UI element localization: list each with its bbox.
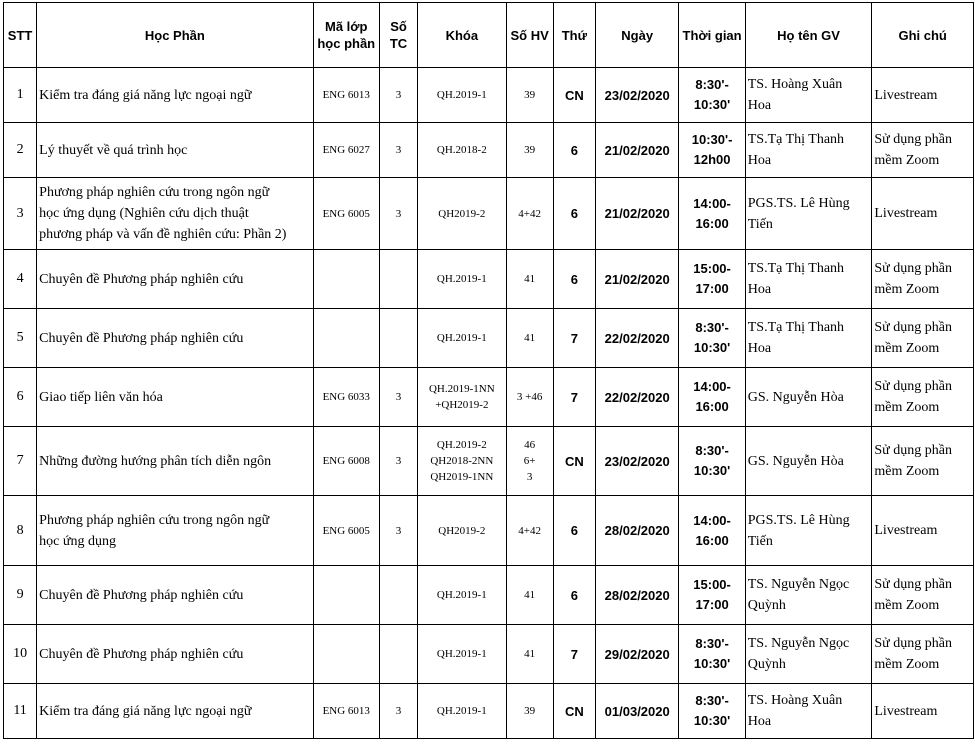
- cell-khoa: QH.2018-2: [418, 123, 506, 178]
- table-row: [4, 68, 974, 123]
- table-row: [4, 496, 974, 566]
- cell-thu: 6: [553, 123, 595, 178]
- cell-ngay: 22/02/2020: [595, 309, 678, 368]
- cell-ma-lop: ENG 6013: [313, 684, 379, 739]
- cell-stt: 8: [4, 496, 37, 566]
- cell-stt: 9: [4, 566, 37, 625]
- cell-so-hv: 4+42: [506, 178, 553, 250]
- cell-so-tc: 3: [379, 427, 417, 496]
- header-thoi-gian: Thời gian: [679, 3, 745, 68]
- cell-giang-vien: TS. Nguyễn Ngọc Quỳnh: [745, 566, 872, 625]
- cell-thoi-gian: 8:30'- 10:30': [679, 684, 745, 739]
- cell-ghi-chu: Sử dụng phần mềm Zoom: [872, 427, 974, 496]
- cell-hoc-phan: Lý thuyết về quá trình học: [37, 123, 313, 178]
- cell-thu: CN: [553, 68, 595, 123]
- cell-thoi-gian: 14:00- 16:00: [679, 178, 745, 250]
- cell-hoc-phan: Kiểm tra đáng giá năng lực ngoại ngữ: [37, 684, 313, 739]
- header-so-hv: Số HV: [506, 3, 553, 68]
- cell-so-hv: 39: [506, 684, 553, 739]
- table-row: [4, 625, 974, 684]
- cell-so-tc: 3: [379, 68, 417, 123]
- cell-khoa: QH.2019-1: [418, 68, 506, 123]
- cell-hoc-phan: Kiểm tra đáng giá năng lực ngoại ngữ: [37, 68, 313, 123]
- header-ma-lop: Mã lớp học phần: [313, 3, 379, 68]
- cell-thu: 7: [553, 309, 595, 368]
- cell-so-tc: 3: [379, 178, 417, 250]
- cell-ngay: 23/02/2020: [595, 68, 678, 123]
- cell-giang-vien: TS.Tạ Thị Thanh Hoa: [745, 250, 872, 309]
- cell-stt: 10: [4, 625, 37, 684]
- cell-khoa: QH2019-2: [418, 178, 506, 250]
- cell-ghi-chu: Sử dụng phần mềm Zoom: [872, 309, 974, 368]
- cell-thoi-gian: 8:30'- 10:30': [679, 68, 745, 123]
- cell-thu: CN: [553, 684, 595, 739]
- cell-so-hv: 41: [506, 566, 553, 625]
- cell-thoi-gian: 8:30'- 10:30': [679, 625, 745, 684]
- cell-so-hv: 41: [506, 625, 553, 684]
- cell-ghi-chu: Livestream: [872, 68, 974, 123]
- cell-ghi-chu: Sử dụng phần mềm Zoom: [872, 123, 974, 178]
- cell-so-tc: 3: [379, 684, 417, 739]
- cell-khoa: QH.2019-1: [418, 625, 506, 684]
- cell-thoi-gian: 8:30'- 10:30': [679, 427, 745, 496]
- cell-ghi-chu: Sử dụng phần mềm Zoom: [872, 250, 974, 309]
- cell-so-hv: 3 +46: [506, 368, 553, 427]
- cell-giang-vien: PGS.TS. Lê Hùng Tiến: [745, 496, 872, 566]
- cell-thoi-gian: 14:00- 16:00: [679, 496, 745, 566]
- cell-hoc-phan: Chuyên đề Phương pháp nghiên cứu: [37, 625, 313, 684]
- cell-giang-vien: TS.Tạ Thị Thanh Hoa: [745, 123, 872, 178]
- cell-thoi-gian: 15:00- 17:00: [679, 250, 745, 309]
- cell-giang-vien: GS. Nguyễn Hòa: [745, 368, 872, 427]
- cell-ma-lop: ENG 6013: [313, 68, 379, 123]
- cell-so-hv: 46 6+ 3: [506, 427, 553, 496]
- table-row: [4, 684, 974, 739]
- cell-so-hv: 4+42: [506, 496, 553, 566]
- cell-giang-vien: TS. Hoàng Xuân Hoa: [745, 684, 872, 739]
- header-ngay: Ngày: [595, 3, 678, 68]
- cell-stt: 11: [4, 684, 37, 739]
- cell-ma-lop: ENG 6027: [313, 123, 379, 178]
- cell-stt: 3: [4, 178, 37, 250]
- cell-ghi-chu: Livestream: [872, 496, 974, 566]
- cell-ghi-chu: Sử dụng phần mềm Zoom: [872, 368, 974, 427]
- cell-hoc-phan: Những đường hướng phân tích diễn ngôn: [37, 427, 313, 496]
- cell-khoa: QH.2019-1: [418, 566, 506, 625]
- cell-so-tc: 3: [379, 123, 417, 178]
- cell-stt: 7: [4, 427, 37, 496]
- cell-hoc-phan: Giao tiếp liên văn hóa: [37, 368, 313, 427]
- table-row: [4, 123, 974, 178]
- header-row: [4, 3, 974, 68]
- cell-so-hv: 39: [506, 123, 553, 178]
- cell-giang-vien: PGS.TS. Lê Hùng Tiến: [745, 178, 872, 250]
- cell-ma-lop: [313, 566, 379, 625]
- schedule-table: [3, 2, 974, 739]
- cell-stt: 1: [4, 68, 37, 123]
- cell-giang-vien: TS. Nguyễn Ngọc Quỳnh: [745, 625, 872, 684]
- cell-giang-vien: TS.Tạ Thị Thanh Hoa: [745, 309, 872, 368]
- header-stt: STT: [4, 3, 37, 68]
- cell-ma-lop: ENG 6005: [313, 496, 379, 566]
- cell-thoi-gian: 15:00- 17:00: [679, 566, 745, 625]
- cell-khoa: QH.2019-2 QH2018-2NN QH2019-1NN: [418, 427, 506, 496]
- cell-ma-lop: [313, 250, 379, 309]
- cell-khoa: QH2019-2: [418, 496, 506, 566]
- cell-ngay: 29/02/2020: [595, 625, 678, 684]
- cell-ngay: 01/03/2020: [595, 684, 678, 739]
- table-row: [4, 427, 974, 496]
- header-ho-ten-gv: Họ tên GV: [745, 3, 872, 68]
- table-row: [4, 309, 974, 368]
- cell-thoi-gian: 8:30'- 10:30': [679, 309, 745, 368]
- cell-so-tc: [379, 250, 417, 309]
- cell-thu: 6: [553, 178, 595, 250]
- cell-hoc-phan: Chuyên đề Phương pháp nghiên cứu: [37, 566, 313, 625]
- cell-ma-lop: ENG 6033: [313, 368, 379, 427]
- cell-ngay: 21/02/2020: [595, 178, 678, 250]
- cell-ma-lop: ENG 6005: [313, 178, 379, 250]
- cell-khoa: QH.2019-1NN +QH2019-2: [418, 368, 506, 427]
- header-thu: Thứ: [553, 3, 595, 68]
- cell-ngay: 28/02/2020: [595, 496, 678, 566]
- cell-giang-vien: TS. Hoàng Xuân Hoa: [745, 68, 872, 123]
- cell-thu: 6: [553, 250, 595, 309]
- cell-giang-vien: GS. Nguyễn Hòa: [745, 427, 872, 496]
- table-row: [4, 566, 974, 625]
- cell-ghi-chu: Livestream: [872, 178, 974, 250]
- cell-ma-lop: [313, 625, 379, 684]
- cell-khoa: QH.2019-1: [418, 309, 506, 368]
- cell-so-tc: [379, 625, 417, 684]
- cell-stt: 5: [4, 309, 37, 368]
- cell-stt: 2: [4, 123, 37, 178]
- table-row: [4, 250, 974, 309]
- cell-thu: 6: [553, 566, 595, 625]
- cell-ghi-chu: Livestream: [872, 684, 974, 739]
- cell-stt: 6: [4, 368, 37, 427]
- cell-so-hv: 41: [506, 309, 553, 368]
- cell-hoc-phan: Phương pháp nghiên cứu trong ngôn ngữ học ứng dụng (Nghiên cứu dịch thuật phương pháp và vấn đề nghiên cứu: Phần 2): [37, 178, 313, 250]
- cell-thoi-gian: 14:00- 16:00: [679, 368, 745, 427]
- cell-ngay: 21/02/2020: [595, 123, 678, 178]
- header-khoa: Khóa: [418, 3, 506, 68]
- cell-so-tc: 3: [379, 496, 417, 566]
- cell-so-tc: 3: [379, 368, 417, 427]
- cell-khoa: QH.2019-1: [418, 684, 506, 739]
- cell-thoi-gian: 10:30'- 12h00: [679, 123, 745, 178]
- cell-thu: 7: [553, 625, 595, 684]
- cell-ghi-chu: Sử dụng phần mềm Zoom: [872, 625, 974, 684]
- cell-thu: CN: [553, 427, 595, 496]
- header-so-tc: Số TC: [379, 3, 417, 68]
- cell-so-hv: 39: [506, 68, 553, 123]
- cell-thu: 6: [553, 496, 595, 566]
- cell-ma-lop: ENG 6008: [313, 427, 379, 496]
- cell-ngay: 23/02/2020: [595, 427, 678, 496]
- cell-ngay: 21/02/2020: [595, 250, 678, 309]
- cell-hoc-phan: Chuyên đề Phương pháp nghiên cứu: [37, 309, 313, 368]
- cell-ma-lop: [313, 309, 379, 368]
- cell-hoc-phan: Chuyên đề Phương pháp nghiên cứu: [37, 250, 313, 309]
- cell-ngay: 28/02/2020: [595, 566, 678, 625]
- cell-so-hv: 41: [506, 250, 553, 309]
- cell-ghi-chu: Sử dụng phần mềm Zoom: [872, 566, 974, 625]
- cell-khoa: QH.2019-1: [418, 250, 506, 309]
- cell-ngay: 22/02/2020: [595, 368, 678, 427]
- cell-thu: 7: [553, 368, 595, 427]
- cell-stt: 4: [4, 250, 37, 309]
- cell-hoc-phan: Phương pháp nghiên cứu trong ngôn ngữ học ứng dụng: [37, 496, 313, 566]
- cell-so-tc: [379, 309, 417, 368]
- header-hoc-phan: Học Phần: [37, 3, 313, 68]
- cell-so-tc: [379, 566, 417, 625]
- header-ghi-chu: Ghi chú: [872, 3, 974, 68]
- table-row: [4, 368, 974, 427]
- table-row: [4, 178, 974, 250]
